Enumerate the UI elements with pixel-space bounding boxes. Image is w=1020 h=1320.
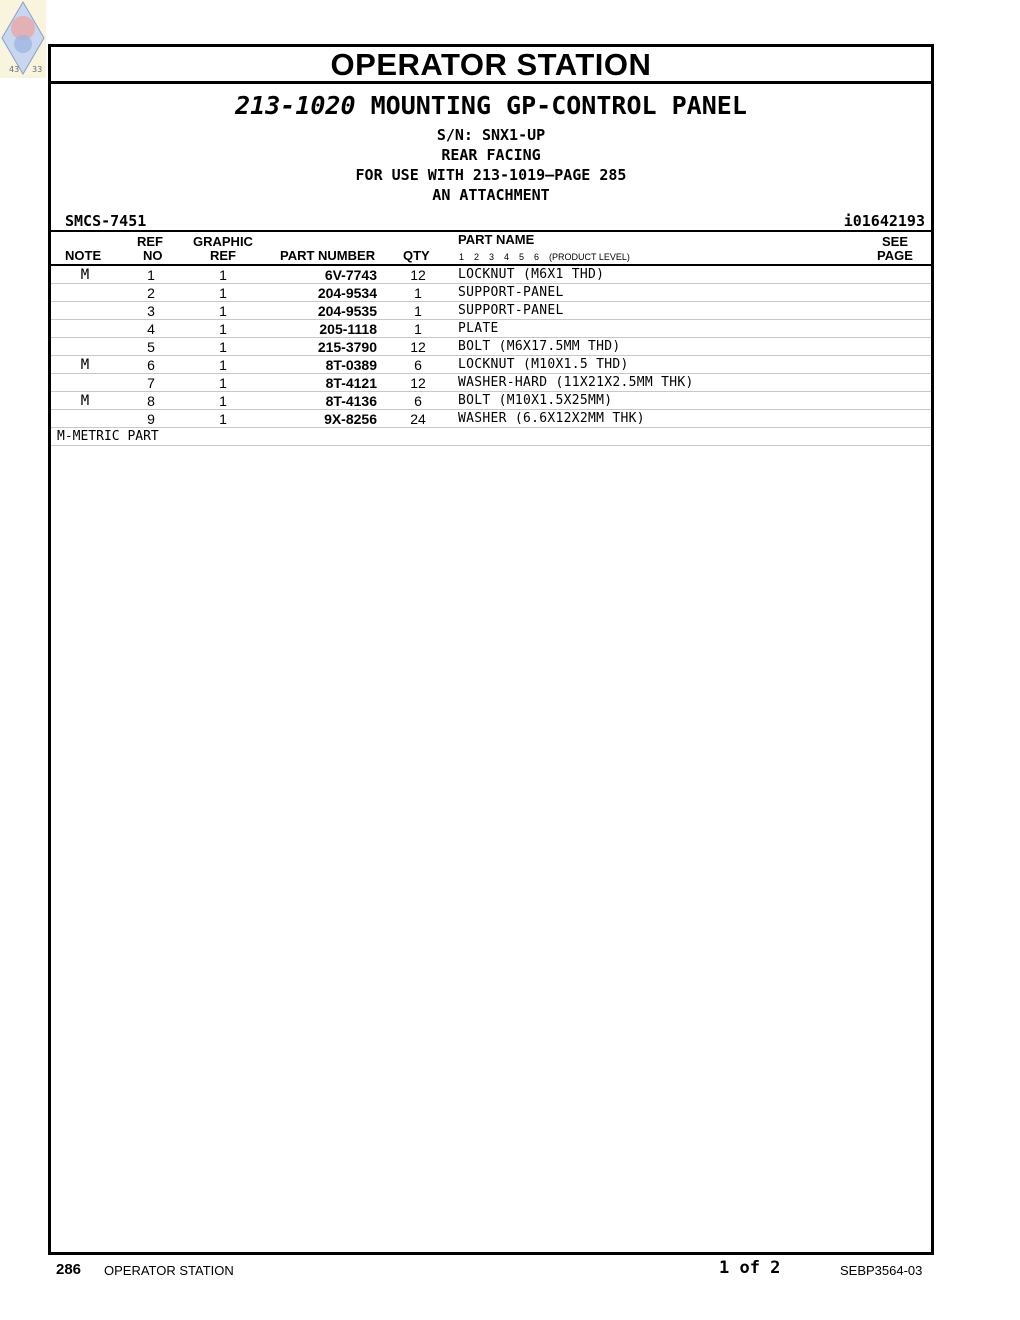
group-number: 213-1020 [235,91,356,120]
footer-section: OPERATOR STATION [104,1263,234,1278]
document-id: SEBP3564-03 [840,1263,923,1278]
cell-qty: 1 [414,321,422,337]
metric-footnote [51,428,931,446]
group-title [51,91,931,121]
header-ref-bottom: NO [143,248,163,263]
table-row [51,266,931,284]
cell-note: M [80,267,90,283]
smcs-code: SMCS-7451 [65,212,147,230]
header-part-number: PART NUMBER [280,248,376,263]
footnote-text: M-METRIC PART [57,429,159,444]
cell-part-name: PLATE [458,321,499,336]
cell-ref: 2 [147,285,155,301]
cell-part-number: 9X-8256 [324,411,377,427]
cell-part-number: 204-9535 [317,303,377,319]
cell-graphic: 1 [219,285,227,301]
table-row [51,392,931,410]
cell-note: M [80,357,90,373]
cell-graphic: 1 [219,357,227,373]
header-product-levels: 1 2 3 4 5 6 (PRODUCT LEVEL) [459,252,630,262]
cell-graphic: 1 [219,393,227,409]
header-part-name: PART NAME [458,232,535,247]
use-with-line: FOR USE WITH 213-1019—PAGE 285 [355,166,627,184]
publisher-logo [0,0,46,78]
cell-qty: 12 [410,267,426,283]
logo-left-number: 43 [9,65,20,74]
cell-part-name: BOLT (M6X17.5MM THD) [458,339,621,354]
cell-ref: 9 [147,411,155,427]
cell-part-name: WASHER-HARD (11X21X2.5MM THK) [458,375,694,390]
page-number: 286 [56,1261,82,1278]
cell-part-name: SUPPORT-PANEL [458,303,564,318]
header-see-top: SEE [882,234,909,249]
cell-part-number: 8T-4136 [325,393,377,409]
column-headers [51,232,931,266]
cell-qty: 6 [414,357,422,373]
header-ref-top: REF [137,234,163,249]
cell-graphic: 1 [219,267,227,283]
cell-ref: 1 [147,267,155,283]
cell-part-number: 215-3790 [317,339,377,355]
cell-graphic: 1 [219,321,227,337]
group-name: MOUNTING GP-CONTROL PANEL [370,91,747,120]
cell-part-number: 8T-0389 [325,357,377,373]
cell-graphic: 1 [219,303,227,319]
cell-qty: 1 [414,285,422,301]
cell-graphic: 1 [219,339,227,355]
table-row [51,374,931,392]
cell-qty: 24 [410,411,426,427]
cell-ref: 8 [147,393,155,409]
cell-part-name: WASHER (6.6X12X2MM THK) [458,411,645,426]
header-note: NOTE [65,248,102,263]
section-title: OPERATOR STATION [51,47,931,84]
page-of-count: 1 of 2 [719,1258,781,1278]
illustration-id: i01642193 [843,212,925,230]
cell-part-number: 6V-7743 [324,267,377,283]
table-row [51,356,931,374]
cell-part-number: 8T-4121 [325,375,377,391]
cell-part-number: 204-9534 [317,285,377,301]
attachment-line: AN ATTACHMENT [432,186,550,204]
header-qty: QTY [403,248,430,263]
parts-page-frame [48,44,934,1255]
group-header [51,84,931,232]
cell-ref: 5 [147,339,155,355]
cell-qty: 6 [414,393,422,409]
cell-part-name: LOCKNUT (M10X1.5 THD) [458,357,629,372]
cell-qty: 1 [414,303,422,319]
cell-ref: 7 [147,375,155,391]
cell-part-name: SUPPORT-PANEL [458,285,564,300]
table-row [51,410,931,428]
cell-ref: 3 [147,303,155,319]
serial-range: S/N: SNX1-UP [436,126,546,144]
cell-graphic: 1 [219,375,227,391]
cell-ref: 4 [147,321,155,337]
cell-ref: 6 [147,357,155,373]
cell-note: M [80,393,90,409]
parts-list [51,266,931,446]
page-footer [0,1258,1020,1282]
table-row [51,338,931,356]
table-row [51,320,931,338]
header-see-bottom: PAGE [877,248,913,263]
cell-qty: 12 [410,375,426,391]
cell-graphic: 1 [219,411,227,427]
header-graphic-bottom: REF [210,248,236,263]
cell-part-name: BOLT (M10X1.5X25MM) [458,393,613,408]
logo-right-number: 33 [32,65,43,74]
cell-part-number: 205-1118 [319,321,377,337]
table-row [51,284,931,302]
cell-qty: 12 [410,339,426,355]
orientation-line: REAR FACING [441,146,541,164]
header-graphic-top: GRAPHIC [193,234,253,249]
cell-part-name: LOCKNUT (M6X1 THD) [458,267,605,282]
table-row [51,302,931,320]
